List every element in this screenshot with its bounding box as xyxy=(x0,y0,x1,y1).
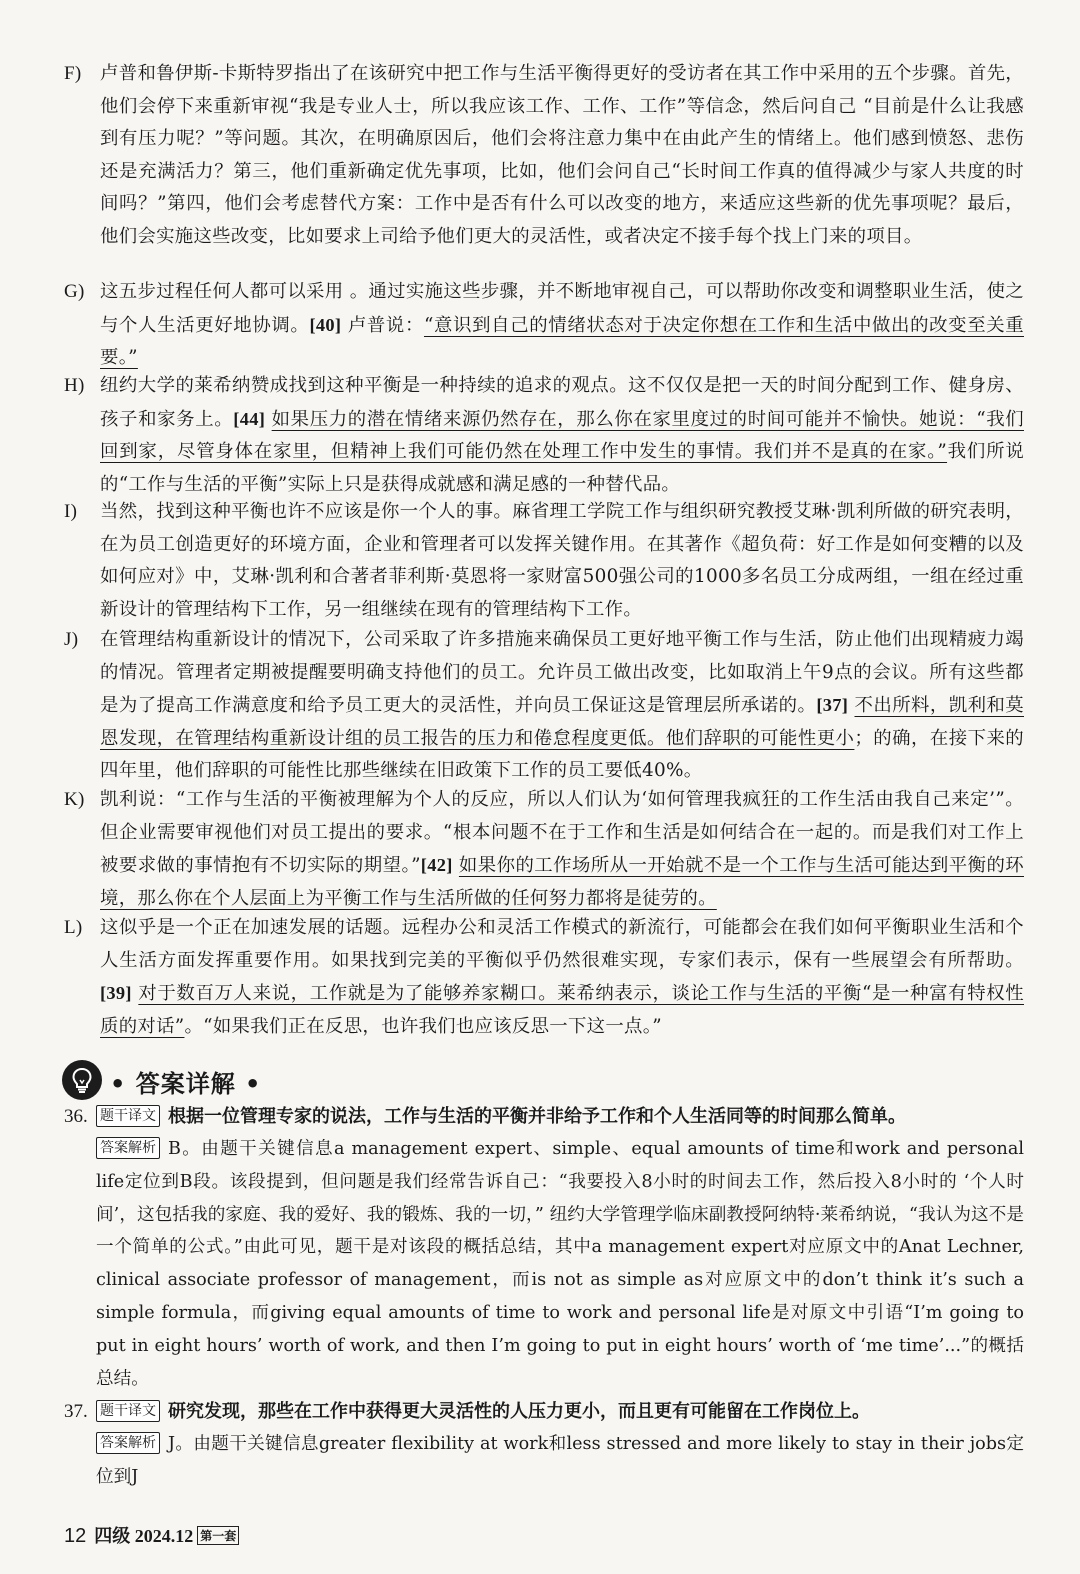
paragraph-text: 卢普和鲁伊斯-卡斯特罗指出了在该研究中把工作与生活平衡得更好的受访者在其工作中采用的五个步骤。首先，他们会停下来重新审视“我是专业人士，所以我应该工作、工作、工作”等信念，然后问自己 “目前是什么让我感到有压力呢？”等问题。其次，在明确原因后，他们会将注意力集中在由此产生的情绪上。他们感到愤怒、悲伤还是充满活力？第三，他们重新确定优先事项，比如，他们会问自己“长时间工作真的值得减少与家人共度的时间吗？”第四，他们会考虑替代方案：工作中是否有什么可以改变的地方，来适应这些新的优先事项呢？最后，他们会实施这些改变，比如要求上司给予他们更大的灵活性，或者决定不接手每个找上门来的项目。 xyxy=(100,63,1024,247)
question-marker: [37] xyxy=(816,695,849,715)
paragraph-text: ；的确，在接下来的四年里，他们辞职的可能性比那些继续在旧政策下工作的员工要低40%。 xyxy=(100,727,1024,781)
answer-section-title: • 答案详解 • xyxy=(110,1070,262,1098)
paragraph-g xyxy=(64,276,1024,375)
question-translation: 根据一位管理专家的说法，工作与生活的平衡并非给予工作和个人生活同等的时间那么简单。 xyxy=(168,1106,906,1127)
answer-analysis-tag: 答案解析 xyxy=(96,1137,160,1159)
page-footer xyxy=(64,1522,239,1548)
paragraph-text: 当然，找到这种平衡也许不应该是你一个人的事。麻省理工学院工作与组织研究教授艾琳·凯利所做的研究表明，在为员工创造更好的环境方面，企业和管理者可以发挥关键作用。在其著作《超负荷：好工作是如何变糟的以及如何应对》中，艾琳·凯利和合著者菲利斯·莫恩将一家财富500强公司的1000多名员工分成两组，一组在经过重新设计的管理结构下工作，另一组继续在现有的管理结构下工作。 xyxy=(100,501,1024,620)
answer-analysis: J。由题干关键信息greater flexibility at work和less stressed and more likely to stay in their jobs定位到J xyxy=(96,1434,1024,1487)
paragraph-label: H) xyxy=(64,375,85,396)
paragraph-label: I) xyxy=(64,501,78,522)
question-36 xyxy=(64,1100,1024,1395)
underlined-answer: 如果你的工作场所从一开始就不是一个工作与生活可能达到平衡的环境，那么你在个人层面上为平衡工作与生活所做的任何努力都将是徒劳的。 xyxy=(100,855,1024,909)
paragraph-label: K) xyxy=(64,789,85,810)
paragraph-text: 。“如果我们正在反思，也许我们也应该反思一下这一点。” xyxy=(184,1015,662,1037)
question-translation: 研究发现，那些在工作中获得更大灵活性的人压力更小，而且更有可能留在工作岗位上。 xyxy=(168,1401,870,1422)
paragraph-label: L) xyxy=(64,917,83,938)
paragraph-f xyxy=(64,58,1024,253)
exam-label: 四级 2024.12 xyxy=(94,1526,194,1546)
question-marker: [39] xyxy=(100,983,132,1003)
answer-section-header xyxy=(62,1060,302,1104)
question-37 xyxy=(64,1395,1024,1494)
paragraph-k xyxy=(64,784,1024,915)
question-marker: [40] xyxy=(309,314,342,335)
paragraph-label: J) xyxy=(64,629,79,650)
paragraph-label: G) xyxy=(64,281,85,302)
paragraph-text: 纽约大学的莱希纳赞成找到这种平衡是一种持续的追求的观点。这不仅仅是把一天的时间分配到工作、健身房、孩子和家务上。 xyxy=(100,375,1024,430)
paragraph-text: 我们所说的“工作与生活的平衡”实际上只是获得成就感和满足感的一种替代品。 xyxy=(100,441,1025,495)
question-marker: [42] xyxy=(420,855,453,875)
answer-analysis: B。由题干关键信息a management expert、simple、equal amounts of time和work and personal life定位到B段。该段提到，但问题是我们经常告诉自己：“我要投入8小时的时间去工作，然后投入8小时的 ‘个人时间’，这包括我的家庭、我的爱好、我的锻炼、我的一切，” 纽约大学管理学临床副教授阿纳特·莱希纳说，“我认为这不是一个简单的公式。”由此可见，题干是对该段的概括总结，其中a management expert对应原文中的Anat Lechner, clinical associate professor of management，而is not as simple as对应原文中的don’t think it’s such a simple formula，而giving equal amounts of time to work and personal life是对原文中引语“I’m going to put in eight hours’ worth of work, and then I’m going to put in eight hours’ worth of ‘me time’...”的概括总结。 xyxy=(96,1139,1024,1389)
question-marker: [44] xyxy=(233,408,266,429)
question-translation-tag: 题干译文 xyxy=(96,1400,160,1422)
paragraph-text: 凯利说：“工作与生活的平衡被理解为个人的反应，所以人们认为‘如何管理我疯狂的工作生活由我自己来定’”。但企业需要审视他们对员工提出的要求。“根本问题不在于工作和生活是如何结合在一起的。而是我们对工作上被要求做的事情抱有不切实际的期望。” xyxy=(100,789,1024,876)
underlined-answer: 对于数百万人来说，工作就是为了能够养家糊口。莱希纳表示，谈论工作与生活的平衡“是一种富有特权性质的对话” xyxy=(100,983,1024,1037)
paragraph-text: 这似乎是一个正在加速发展的话题。远程办公和灵活工作模式的新流行，可能都会在我们如何平衡职业生活和个人生活方面发挥重要作用。如果找到完美的平衡似乎仍然很难实现，专家们表示，保有一些展望会有所帮助。 xyxy=(100,917,1024,971)
underlined-answer: 不出所料，凯利和莫恩发现，在管理结构重新设计组的员工报告的压力和倦怠程度更低。他们辞职的可能性更小 xyxy=(100,695,1024,749)
underlined-answer: 如果压力的潜在情绪来源仍然存在，那么你在家里度过的时间可能并不愉快。她说：“我们回到家，尽管身体在家里，但精神上我们可能仍然在处理工作中发生的事情。我们并不是真的在家。” xyxy=(100,408,1024,462)
answer-analysis-tag: 答案解析 xyxy=(96,1432,160,1454)
paragraph-i xyxy=(64,496,1024,626)
paragraph-text: 卢普说： xyxy=(347,314,424,336)
question-translation-tag: 题干译文 xyxy=(96,1105,160,1127)
paragraph-j xyxy=(64,624,1024,788)
paragraph-text: 在管理结构重新设计的情况下，公司采取了许多措施来确保员工更好地平衡工作与生活，防止他们出现精疲力竭的情况。管理者定期被提醒要明确支持他们的员工。允许员工做出改变，比如取消上午9点的会议。所有这些都是为了提高工作满意度和给予员工更大的灵活性，并向员工保证这是管理层所承诺的。 xyxy=(100,629,1024,716)
question-number: 37. xyxy=(64,1401,88,1422)
paragraph-text: 这五步过程任何人都可以采用 。通过实施这些步骤，并不断地审视自己，可以帮助你改变和调整职业生活，使之与个人生活更好地协调。 xyxy=(100,281,1024,336)
paragraph-l xyxy=(64,912,1024,1043)
page-number: 12 xyxy=(64,1525,87,1547)
set-label: 第一套 xyxy=(197,1526,239,1545)
question-number: 36. xyxy=(64,1106,88,1127)
lightbulb-icon xyxy=(62,1060,102,1100)
underlined-answer: “意识到自己的情绪状态对于决定你想在工作和生活中做出的改变至关重要。” xyxy=(100,314,1024,368)
paragraph-label: F) xyxy=(64,63,82,84)
paragraph-h xyxy=(64,370,1024,501)
